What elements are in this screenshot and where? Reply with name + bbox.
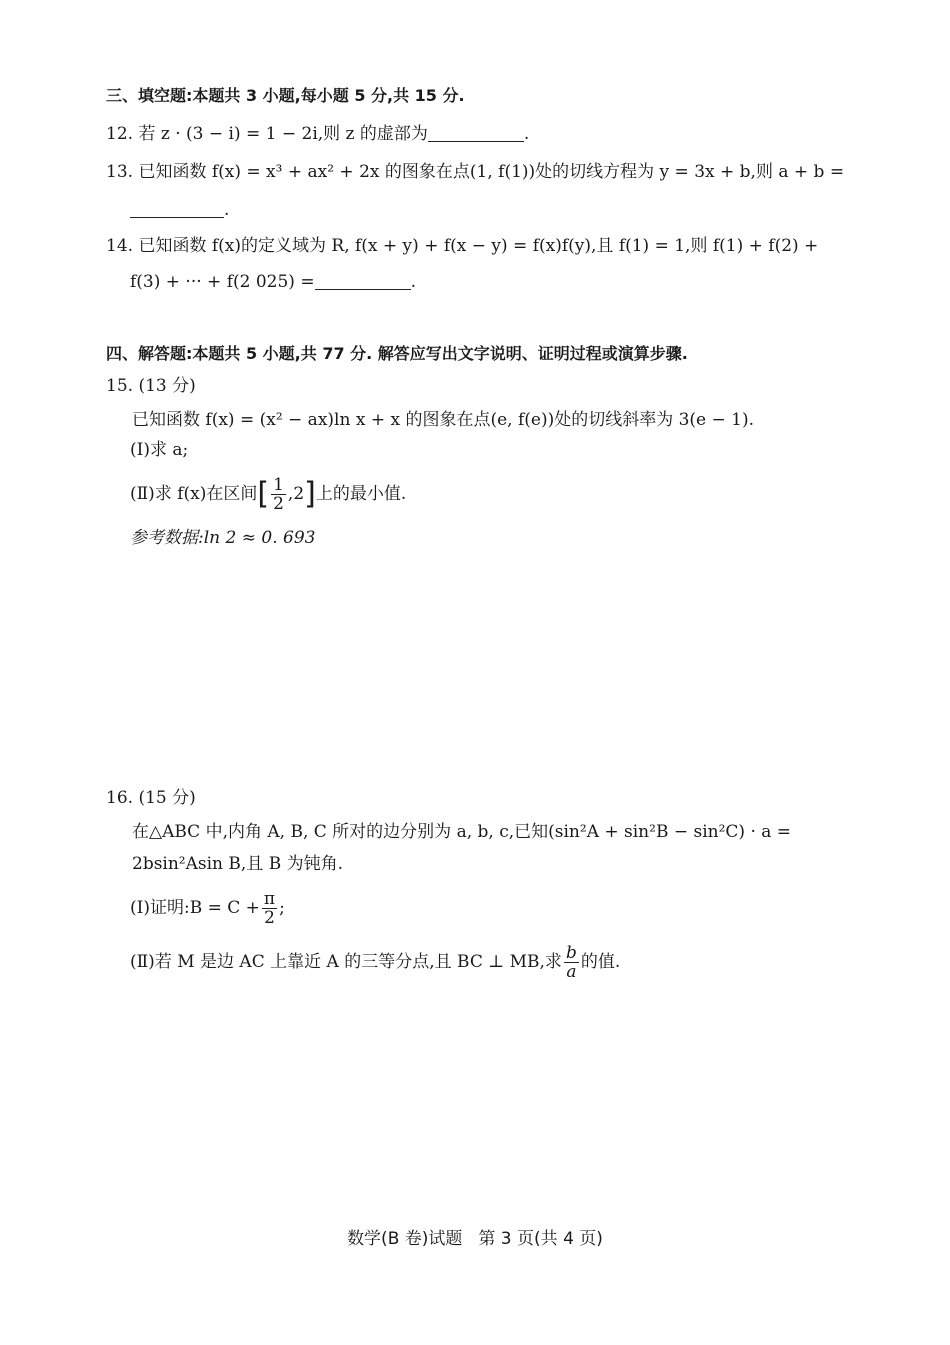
fraction-denominator: 2 — [273, 494, 284, 514]
q15-part1: (Ⅰ)求 a; — [130, 440, 189, 460]
q15-reference-data: 参考数据:ln 2 ≈ 0. 693 — [130, 528, 316, 548]
fraction-numerator: b — [565, 943, 577, 963]
q12-answer-blank — [428, 125, 524, 142]
fraction-denominator: a — [566, 962, 577, 982]
page-footer — [0, 1224, 950, 1249]
question-13 — [106, 160, 844, 184]
interval-end: ,2 — [287, 484, 305, 504]
q15-number: 15. (13 分) — [106, 376, 196, 396]
footer-title: 数学(B 卷)试题 — [347, 1229, 463, 1249]
q14-answer-blank — [315, 273, 411, 290]
q13-answer-blank — [130, 201, 224, 218]
q15-part2 — [130, 474, 406, 514]
q12-body: z · (3 − i) = 1 − 2i,则 z 的虚部为 — [160, 124, 428, 144]
q16-stem-line2: 2bsin²Asin B,且 B 为钝角. — [132, 854, 344, 874]
q13-end: . — [224, 200, 230, 220]
footer-page-number: 第 3 页(共 4 页) — [478, 1229, 603, 1249]
q16-part2-pre: (Ⅱ)若 M 是边 AC 上靠近 A 的三等分点,且 BC ⊥ MB,求 — [130, 952, 562, 972]
q16-stem-line1: 在△ABC 中,内角 A, B, C 所对的边分别为 a, b, c,已知(sin²A + sin²B − sin²C) · a = — [132, 822, 792, 842]
left-bracket: [ — [257, 476, 270, 512]
q13-prefix: 13. 已知函数 — [106, 162, 212, 182]
q12-prefix: 12. 若 — [106, 124, 161, 144]
q13-answer-line — [130, 198, 229, 222]
fraction-denominator: 2 — [264, 908, 275, 928]
question-14-line2 — [130, 270, 416, 294]
question-14-line1: 14. 已知函数 f(x)的定义域为 R, f(x + y) + f(x − y) = f(x)f(y),且 f(1) = 1,则 f(1) + f(2) + — [106, 236, 819, 256]
q15-stem: 已知函数 f(x) = (x² − ax)ln x + x 的图象在点(e, f(e))处的切线斜率为 3(e − 1). — [132, 410, 755, 430]
fraction-b-over-a — [564, 944, 579, 981]
q16-part2-post: 的值. — [580, 952, 621, 972]
right-bracket: ] — [304, 476, 316, 512]
fraction-numerator: 1 — [273, 475, 284, 495]
fraction-pi-over-two — [262, 890, 277, 927]
section4-heading: 四、解答题:本题共 5 小题,共 77 分. 解答应写出文字说明、证明过程或演算步骤. — [106, 344, 688, 363]
q16-part1-post: ; — [279, 898, 285, 918]
q15-part2-pre: (Ⅱ)求 f(x)在区间 — [130, 484, 258, 504]
q16-part1-pre: (Ⅰ)证明:B = C + — [130, 898, 260, 918]
section3-heading: 三、填空题:本题共 3 小题,每小题 5 分,共 15 分. — [106, 86, 465, 105]
q16-number: 16. (15 分) — [106, 788, 196, 808]
q14-end: . — [410, 272, 416, 292]
q12-end: . — [523, 124, 530, 144]
q13-body: f(x) = x³ + ax² + 2x 的图象在点(1, f(1))处的切线方程为 y = 3x + b,则 a + b = — [211, 162, 845, 182]
q15-part2-post: 上的最小值. — [315, 484, 407, 504]
q16-part2 — [130, 942, 620, 982]
fraction-numerator: π — [263, 889, 276, 909]
q14-sum: f(3) + ··· + f(2 025) = — [130, 272, 315, 292]
q16-part1 — [130, 888, 285, 928]
question-12 — [106, 122, 529, 146]
fraction-one-half — [271, 476, 286, 513]
